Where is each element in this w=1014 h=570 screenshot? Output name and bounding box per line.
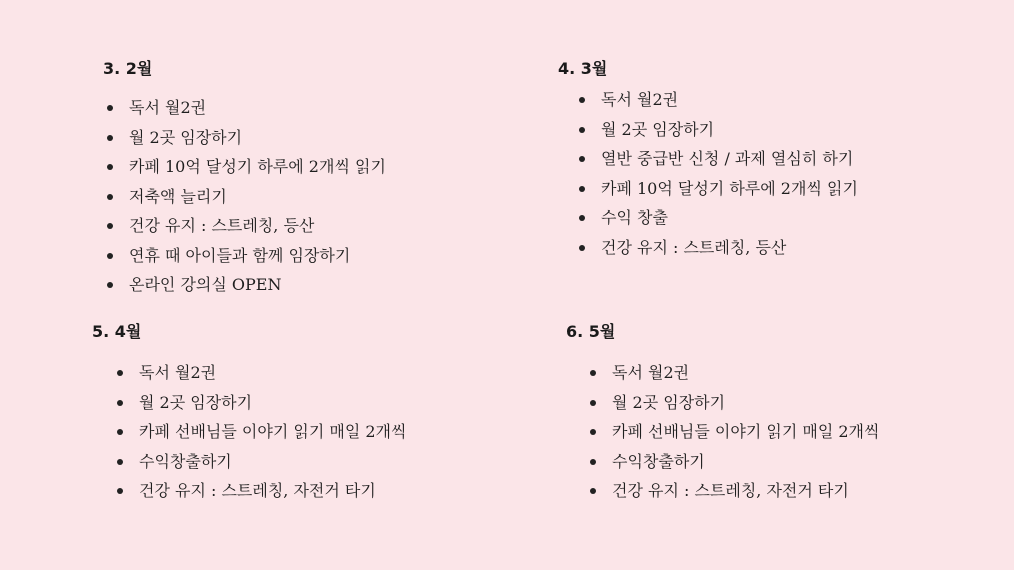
- list-item: [590, 417, 879, 447]
- list-item-text: 건강 유지 : 스트레칭, 자전거 타기: [139, 481, 376, 500]
- list-item: [117, 358, 406, 388]
- section-may: [566, 322, 879, 506]
- list-item: [107, 241, 386, 271]
- section-title: 4. 3월: [558, 59, 608, 78]
- section-title: 6. 5월: [566, 322, 616, 341]
- bullet-icon: [107, 135, 113, 141]
- list-item-text: 수익창출하기: [139, 451, 232, 471]
- goal-list: [579, 85, 858, 262]
- goal-list: [107, 93, 386, 300]
- goal-list: [590, 358, 879, 506]
- list-item-text: 카페 선배님들 이야기 읽기 매일 2개씩: [139, 422, 407, 441]
- bullet-icon: [579, 156, 585, 162]
- list-item-text: 독서 월2권: [601, 90, 679, 109]
- list-item-text: 독서 월2권: [139, 363, 217, 382]
- list-item-text: 건강 유지 : 스트레칭, 등산: [129, 216, 315, 235]
- goal-list: [117, 358, 406, 506]
- bullet-icon: [579, 186, 585, 192]
- list-item-text: 수익창출하기: [612, 451, 705, 471]
- list-item: [117, 447, 406, 477]
- bullet-icon: [117, 488, 123, 494]
- list-item-text: 카페 10억 달성기 하루에 2개씩 읽기: [129, 157, 386, 176]
- bullet-icon: [579, 215, 585, 221]
- list-item: [107, 182, 386, 212]
- list-item-text: 월 2곳 임장하기: [601, 119, 715, 139]
- list-item-text: 온라인 강의실 OPEN: [129, 275, 282, 294]
- bullet-icon: [579, 127, 585, 133]
- list-item: [590, 358, 879, 388]
- list-item: [117, 388, 406, 418]
- bullet-icon: [107, 194, 113, 200]
- list-item-text: 건강 유지 : 스트레칭, 자전거 타기: [612, 481, 849, 500]
- list-item: [590, 447, 879, 477]
- list-item: [117, 417, 406, 447]
- bullet-icon: [117, 429, 123, 435]
- bullet-icon: [107, 253, 113, 259]
- bullet-icon: [590, 400, 596, 406]
- bullet-icon: [107, 164, 113, 170]
- list-item: [590, 388, 879, 418]
- list-item-text: 월 2곳 임장하기: [129, 127, 243, 147]
- list-item-text: 독서 월2권: [129, 98, 207, 117]
- list-item: [107, 211, 386, 241]
- list-item: [579, 85, 858, 115]
- list-item-text: 월 2곳 임장하기: [139, 392, 253, 412]
- list-item: [579, 115, 858, 145]
- list-item: [579, 233, 858, 263]
- bullet-icon: [107, 105, 113, 111]
- list-item-text: 저축액 늘리기: [129, 186, 227, 206]
- list-item: [579, 144, 858, 174]
- bullet-icon: [590, 429, 596, 435]
- list-item-text: 연휴 때 아이들과 함께 임장하기: [129, 245, 351, 265]
- list-item: [107, 123, 386, 153]
- bullet-icon: [590, 488, 596, 494]
- list-item-text: 월 2곳 임장하기: [612, 392, 726, 412]
- bullet-icon: [117, 370, 123, 376]
- bullet-icon: [579, 97, 585, 103]
- section-february: [103, 59, 386, 300]
- bullet-icon: [579, 245, 585, 251]
- bullet-icon: [590, 459, 596, 465]
- list-item: [117, 476, 406, 506]
- list-item-text: 열반 중급반 신청 / 과제 열심히 하기: [601, 149, 854, 168]
- list-item: [107, 152, 386, 182]
- bullet-icon: [107, 282, 113, 288]
- section-april: [92, 322, 406, 506]
- bullet-icon: [117, 459, 123, 465]
- section-title: 5. 4월: [92, 322, 142, 341]
- bullet-icon: [117, 400, 123, 406]
- list-item-text: 독서 월2권: [612, 363, 690, 382]
- bullet-icon: [590, 370, 596, 376]
- list-item: [579, 203, 858, 233]
- list-item: [107, 93, 386, 123]
- bullet-icon: [107, 223, 113, 229]
- list-item-text: 수익 창출: [601, 208, 668, 227]
- list-item: [579, 174, 858, 204]
- list-item: [590, 476, 879, 506]
- section-march: [558, 59, 858, 262]
- list-item-text: 카페 10억 달성기 하루에 2개씩 읽기: [601, 178, 858, 198]
- section-title: 3. 2월: [103, 59, 153, 78]
- list-item-text: 카페 선배님들 이야기 읽기 매일 2개씩: [612, 422, 880, 441]
- list-item: [107, 270, 386, 300]
- list-item-text: 건강 유지 : 스트레칭, 등산: [601, 237, 787, 257]
